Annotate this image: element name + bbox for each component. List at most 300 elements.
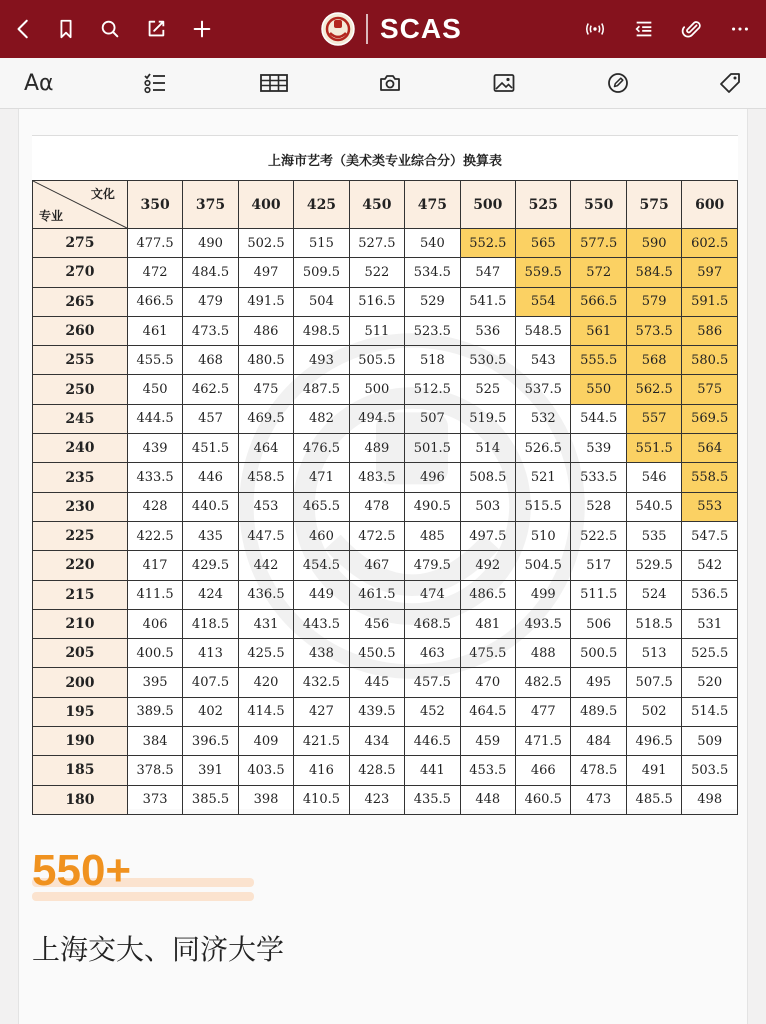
table-cell: 514 — [460, 434, 515, 463]
table-cell: 435 — [183, 521, 238, 550]
table-cell: 529.5 — [626, 551, 681, 580]
font-style-label: Aα — [24, 70, 54, 96]
table-cell: 507.5 — [626, 668, 681, 697]
table-cell: 416 — [294, 756, 349, 785]
format-toolbar — [0, 58, 766, 109]
table-cell: 498 — [682, 785, 738, 814]
table-cell: 564 — [682, 434, 738, 463]
table-cell: 537.5 — [516, 375, 571, 404]
table-cell: 497.5 — [460, 521, 515, 550]
table-cell: 502.5 — [238, 229, 293, 258]
table-cell: 474 — [405, 580, 460, 609]
table-cell: 558.5 — [682, 463, 738, 492]
table-cell: 522 — [349, 258, 404, 287]
table-cell: 597 — [682, 258, 738, 287]
column-header: 475 — [405, 181, 460, 229]
table-cell: 503 — [460, 492, 515, 521]
table-cell: 498.5 — [294, 316, 349, 345]
column-header: 450 — [349, 181, 404, 229]
table-cell: 441 — [405, 756, 460, 785]
table-row — [33, 609, 738, 638]
table-cell: 410.5 — [294, 785, 349, 814]
table-cell: 508.5 — [460, 463, 515, 492]
table-cell: 472 — [127, 258, 182, 287]
table-cell: 525.5 — [682, 639, 738, 668]
row-header: 200 — [33, 668, 128, 697]
row-header: 240 — [33, 434, 128, 463]
table-cell: 515 — [294, 229, 349, 258]
table-cell: 409 — [238, 727, 293, 756]
table-cell: 517 — [571, 551, 626, 580]
table-cell: 552.5 — [460, 229, 515, 258]
table-cell: 573.5 — [626, 316, 681, 345]
table-cell: 436.5 — [238, 580, 293, 609]
schools-text: 上海交大、同济大学 — [32, 933, 285, 966]
table-cell: 476.5 — [294, 434, 349, 463]
table-cell: 486.5 — [460, 580, 515, 609]
row-header: 205 — [33, 639, 128, 668]
table-cell: 449 — [294, 580, 349, 609]
column-header: 425 — [294, 181, 349, 229]
table-cell: 602.5 — [682, 229, 738, 258]
table-cell: 446 — [183, 463, 238, 492]
table-cell: 478.5 — [571, 756, 626, 785]
table-cell: 507 — [405, 404, 460, 433]
table-cell: 470 — [460, 668, 515, 697]
table-cell: 520 — [682, 668, 738, 697]
table-cell: 489.5 — [571, 697, 626, 726]
table-cell: 547 — [460, 258, 515, 287]
add-icon[interactable] — [190, 17, 214, 41]
table-cell: 532 — [516, 404, 571, 433]
table-cell: 486 — [238, 316, 293, 345]
table-cell: 453.5 — [460, 756, 515, 785]
table-cell: 481 — [460, 609, 515, 638]
table-cell: 459 — [460, 727, 515, 756]
table-cell: 561 — [571, 316, 626, 345]
table-cell: 495 — [571, 668, 626, 697]
table-cell: 500 — [349, 375, 404, 404]
edit-icon[interactable] — [144, 17, 168, 41]
table-cell: 502 — [626, 697, 681, 726]
table-cell: 525 — [460, 375, 515, 404]
table-cell: 457.5 — [405, 668, 460, 697]
table-cell: 420 — [238, 668, 293, 697]
table-cell: 450.5 — [349, 639, 404, 668]
table-cell: 389.5 — [127, 697, 182, 726]
row-header: 265 — [33, 287, 128, 316]
table-cell: 467 — [349, 551, 404, 580]
table-cell: 591.5 — [682, 287, 738, 316]
table-cell: 506 — [571, 609, 626, 638]
table-cell: 425.5 — [238, 639, 293, 668]
table-cell: 511 — [349, 316, 404, 345]
table-cell: 444.5 — [127, 404, 182, 433]
table-cell: 497 — [238, 258, 293, 287]
table-cell: 403.5 — [238, 756, 293, 785]
table-cell: 468 — [183, 346, 238, 375]
table-cell: 547.5 — [682, 521, 738, 550]
table-cell: 533.5 — [571, 463, 626, 492]
table-cell: 466 — [516, 756, 571, 785]
table-cell: 458.5 — [238, 463, 293, 492]
table-cell: 540 — [405, 229, 460, 258]
table-cell: 428.5 — [349, 756, 404, 785]
row-header: 190 — [33, 727, 128, 756]
row-header: 185 — [33, 756, 128, 785]
table-cell: 555.5 — [571, 346, 626, 375]
table-cell: 550 — [571, 375, 626, 404]
column-header: 350 — [127, 181, 182, 229]
table-cell: 465.5 — [294, 492, 349, 521]
table-cell: 461.5 — [349, 580, 404, 609]
search-icon[interactable] — [98, 17, 122, 41]
table-cell: 493.5 — [516, 609, 571, 638]
table-cell: 423 — [349, 785, 404, 814]
table-cell: 559.5 — [516, 258, 571, 287]
table-cell: 590 — [626, 229, 681, 258]
table-row — [33, 375, 738, 404]
table-cell: 438 — [294, 639, 349, 668]
table-cell: 511.5 — [571, 580, 626, 609]
table-cell: 515.5 — [516, 492, 571, 521]
table-cell: 518.5 — [626, 609, 681, 638]
table-cell: 384 — [127, 727, 182, 756]
table-body — [33, 229, 738, 815]
table-icon[interactable] — [259, 70, 289, 96]
column-header: 600 — [682, 181, 738, 229]
table-cell: 429.5 — [183, 551, 238, 580]
table-row — [33, 580, 738, 609]
attachment-icon[interactable] — [680, 17, 704, 41]
table-row — [33, 258, 738, 287]
table-cell: 487.5 — [294, 375, 349, 404]
table-cell: 539 — [571, 434, 626, 463]
row-header: 210 — [33, 609, 128, 638]
table-cell: 402 — [183, 697, 238, 726]
table-cell: 526.5 — [516, 434, 571, 463]
table-cell: 373 — [127, 785, 182, 814]
table-cell: 513 — [626, 639, 681, 668]
table-title: 上海市艺考（美术类专业综合分）换算表 — [267, 154, 502, 169]
table-row — [33, 229, 738, 258]
row-header: 220 — [33, 551, 128, 580]
brand-name: SCAS — [380, 13, 462, 44]
table-cell: 522.5 — [571, 521, 626, 550]
row-header: 180 — [33, 785, 128, 814]
table-cell: 492 — [460, 551, 515, 580]
table-cell: 496.5 — [626, 727, 681, 756]
table-cell: 584.5 — [626, 258, 681, 287]
table-cell: 562.5 — [626, 375, 681, 404]
table-row — [33, 521, 738, 550]
table-cell: 548.5 — [516, 316, 571, 345]
table-cell: 466.5 — [127, 287, 182, 316]
table-cell: 454.5 — [294, 551, 349, 580]
column-header: 375 — [183, 181, 238, 229]
table-cell: 428 — [127, 492, 182, 521]
table-cell: 417 — [127, 551, 182, 580]
table-cell: 496 — [405, 463, 460, 492]
table-row — [33, 492, 738, 521]
table-cell: 413 — [183, 639, 238, 668]
table-cell: 435.5 — [405, 785, 460, 814]
table-cell: 579 — [626, 287, 681, 316]
table-cell: 529 — [405, 287, 460, 316]
table-cell: 475 — [238, 375, 293, 404]
table-cell: 482.5 — [516, 668, 571, 697]
header-row — [33, 181, 738, 229]
table-cell: 457 — [183, 404, 238, 433]
table-cell: 473 — [571, 785, 626, 814]
page-edge-left — [18, 109, 19, 1024]
table-row — [33, 756, 738, 785]
table-cell: 551.5 — [626, 434, 681, 463]
table-cell: 456 — [349, 609, 404, 638]
column-header: 550 — [571, 181, 626, 229]
table-cell: 385.5 — [183, 785, 238, 814]
table-cell: 445 — [349, 668, 404, 697]
table-cell: 479.5 — [405, 551, 460, 580]
table-cell: 489 — [349, 434, 404, 463]
table-cell: 499 — [516, 580, 571, 609]
table-cell: 473.5 — [183, 316, 238, 345]
table-cell: 531 — [682, 609, 738, 638]
table-cell: 527.5 — [349, 229, 404, 258]
row-header: 275 — [33, 229, 128, 258]
row-header: 245 — [33, 404, 128, 433]
brand-logo-icon — [320, 11, 356, 47]
conversion-table — [32, 180, 738, 815]
bookmark-icon[interactable] — [54, 17, 78, 41]
table-cell: 378.5 — [127, 756, 182, 785]
table-cell: 490.5 — [405, 492, 460, 521]
table-cell: 536.5 — [682, 580, 738, 609]
table-cell: 541.5 — [460, 287, 515, 316]
table-cell: 484 — [571, 727, 626, 756]
table-cell: 509 — [682, 727, 738, 756]
draw-icon[interactable] — [606, 70, 630, 96]
table-row — [33, 463, 738, 492]
table-cell: 503.5 — [682, 756, 738, 785]
row-header: 250 — [33, 375, 128, 404]
table-cell: 488 — [516, 639, 571, 668]
table-cell: 510 — [516, 521, 571, 550]
table-cell: 491 — [626, 756, 681, 785]
table-cell: 480.5 — [238, 346, 293, 375]
table-cell: 491.5 — [238, 287, 293, 316]
table-cell: 453 — [238, 492, 293, 521]
table-cell: 500.5 — [571, 639, 626, 668]
table-cell: 443.5 — [294, 609, 349, 638]
table-cell: 440.5 — [183, 492, 238, 521]
table-cell: 490 — [183, 229, 238, 258]
table-cell: 482 — [294, 404, 349, 433]
outline-icon[interactable] — [632, 17, 656, 41]
table-cell: 439 — [127, 434, 182, 463]
table-row — [33, 434, 738, 463]
table-cell: 569.5 — [682, 404, 738, 433]
table-cell: 566.5 — [571, 287, 626, 316]
table-cell: 434 — [349, 727, 404, 756]
table-cell: 540.5 — [626, 492, 681, 521]
row-header: 270 — [33, 258, 128, 287]
table-cell: 577.5 — [571, 229, 626, 258]
table-cell: 442 — [238, 551, 293, 580]
table-cell: 505.5 — [349, 346, 404, 375]
column-header: 400 — [238, 181, 293, 229]
table-cell: 469.5 — [238, 404, 293, 433]
row-header: 195 — [33, 697, 128, 726]
table-cell: 418.5 — [183, 609, 238, 638]
column-header: 500 — [460, 181, 515, 229]
table-row — [33, 404, 738, 433]
table-cell: 400.5 — [127, 639, 182, 668]
table-cell: 479 — [183, 287, 238, 316]
row-header: 255 — [33, 346, 128, 375]
more-icon[interactable] — [728, 17, 752, 41]
table-cell: 464 — [238, 434, 293, 463]
page-edge-right — [747, 109, 748, 1024]
table-cell: 462.5 — [183, 375, 238, 404]
table-cell: 553 — [682, 492, 738, 521]
table-cell: 414.5 — [238, 697, 293, 726]
table-cell: 484.5 — [183, 258, 238, 287]
table-cell: 475.5 — [460, 639, 515, 668]
table-cell: 395 — [127, 668, 182, 697]
score-text: 550+ — [32, 846, 132, 895]
table-row — [33, 551, 738, 580]
table-row — [33, 287, 738, 316]
table-cell: 565 — [516, 229, 571, 258]
table-cell: 433.5 — [127, 463, 182, 492]
table-cell: 471 — [294, 463, 349, 492]
table-cell: 542 — [682, 551, 738, 580]
table-row — [33, 668, 738, 697]
table-cell: 455.5 — [127, 346, 182, 375]
table-cell: 568 — [626, 346, 681, 375]
table-cell: 461 — [127, 316, 182, 345]
corner-label-major: 专业 — [39, 209, 64, 223]
table-cell: 519.5 — [460, 404, 515, 433]
table-cell: 524 — [626, 580, 681, 609]
table-cell: 421.5 — [294, 727, 349, 756]
table-cell: 518 — [405, 346, 460, 375]
table-cell: 572 — [571, 258, 626, 287]
table-cell: 516.5 — [349, 287, 404, 316]
table-cell: 546 — [626, 463, 681, 492]
row-header: 235 — [33, 463, 128, 492]
table-cell: 530.5 — [460, 346, 515, 375]
table-cell: 450 — [127, 375, 182, 404]
table-cell: 477.5 — [127, 229, 182, 258]
table-cell: 580.5 — [682, 346, 738, 375]
table-cell: 554 — [516, 287, 571, 316]
camera-icon[interactable] — [378, 70, 402, 96]
table-cell: 396.5 — [183, 727, 238, 756]
table-cell: 501.5 — [405, 434, 460, 463]
table-cell: 448 — [460, 785, 515, 814]
table-cell: 493 — [294, 346, 349, 375]
table-row — [33, 697, 738, 726]
column-header: 575 — [626, 181, 681, 229]
table-cell: 557 — [626, 404, 681, 433]
table-cell: 451.5 — [183, 434, 238, 463]
table-cell: 447.5 — [238, 521, 293, 550]
table-cell: 446.5 — [405, 727, 460, 756]
table-cell: 439.5 — [349, 697, 404, 726]
table-row — [33, 316, 738, 345]
table-cell: 536 — [460, 316, 515, 345]
score-heading — [32, 846, 272, 902]
table-cell: 504 — [294, 287, 349, 316]
table-cell: 509.5 — [294, 258, 349, 287]
table-cell: 586 — [682, 316, 738, 345]
table-cell: 431 — [238, 609, 293, 638]
table-cell: 452 — [405, 697, 460, 726]
table-cell: 407.5 — [183, 668, 238, 697]
table-cell: 460.5 — [516, 785, 571, 814]
table-cell: 422.5 — [127, 521, 182, 550]
row-header: 230 — [33, 492, 128, 521]
table-cell: 528 — [571, 492, 626, 521]
corner-label-culture: 文化 — [90, 187, 115, 201]
conversion-table-image[interactable] — [32, 135, 738, 809]
table-row — [33, 785, 738, 814]
table-cell: 427 — [294, 697, 349, 726]
checklist-icon[interactable] — [143, 70, 167, 96]
table-cell: 432.5 — [294, 668, 349, 697]
table-cell: 471.5 — [516, 727, 571, 756]
back-icon[interactable] — [12, 17, 36, 41]
corner-header — [33, 181, 128, 229]
table-cell: 485 — [405, 521, 460, 550]
table-cell: 477 — [516, 697, 571, 726]
table-cell: 483.5 — [349, 463, 404, 492]
table-cell: 464.5 — [460, 697, 515, 726]
row-header: 225 — [33, 521, 128, 550]
table-cell: 544.5 — [571, 404, 626, 433]
table-cell: 460 — [294, 521, 349, 550]
table-row — [33, 639, 738, 668]
font-style-button[interactable] — [24, 70, 54, 96]
table-cell: 521 — [516, 463, 571, 492]
brand-divider — [366, 14, 368, 44]
table-cell: 512.5 — [405, 375, 460, 404]
image-icon[interactable] — [492, 70, 516, 96]
table-cell: 468.5 — [405, 609, 460, 638]
column-header: 525 — [516, 181, 571, 229]
top-bar — [0, 0, 766, 58]
read-aloud-icon[interactable] — [582, 17, 608, 41]
table-cell: 472.5 — [349, 521, 404, 550]
table-cell: 575 — [682, 375, 738, 404]
table-cell: 494.5 — [349, 404, 404, 433]
table-cell: 523.5 — [405, 316, 460, 345]
table-cell: 535 — [626, 521, 681, 550]
table-cell: 391 — [183, 756, 238, 785]
table-row — [33, 727, 738, 756]
table-cell: 398 — [238, 785, 293, 814]
tag-icon[interactable] — [718, 70, 742, 96]
table-cell: 534.5 — [405, 258, 460, 287]
table-cell: 485.5 — [626, 785, 681, 814]
table-cell: 504.5 — [516, 551, 571, 580]
table-cell: 411.5 — [127, 580, 182, 609]
table-cell: 543 — [516, 346, 571, 375]
table-cell: 406 — [127, 609, 182, 638]
row-header: 215 — [33, 580, 128, 609]
